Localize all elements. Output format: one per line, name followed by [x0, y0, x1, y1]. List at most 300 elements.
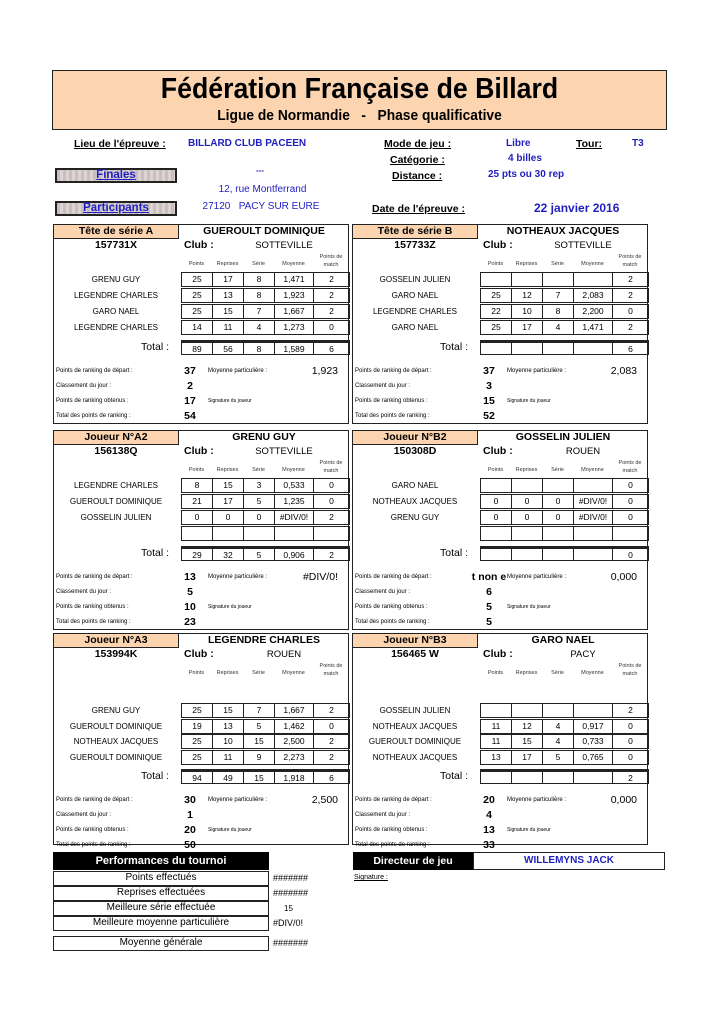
- panel-head: Tête de série B: [353, 225, 478, 239]
- total-points: 94: [181, 769, 213, 784]
- cell-points-match: 0: [612, 494, 649, 509]
- depart-label: Points de ranking de départ :: [355, 368, 432, 374]
- obtenus-label: Points de ranking obtenus :: [56, 604, 129, 610]
- cell-points-match: 2: [313, 703, 350, 718]
- cell-reprises: 12: [511, 719, 543, 734]
- col-header-moyenne: Moyenne: [282, 467, 305, 473]
- depart-value: 20: [483, 794, 495, 806]
- total-ranking-value: 50: [184, 839, 196, 851]
- classement-value: 5: [187, 586, 193, 598]
- opponent-name: GARO NAEL: [391, 481, 439, 490]
- categorie-label: Catégorie :: [390, 154, 445, 166]
- distance-label: Distance :: [392, 170, 443, 182]
- cell-points-match: 2: [313, 304, 350, 319]
- opponent-name: GUEROULT DOMINIQUE: [69, 752, 163, 762]
- opponent-name: GOSSELIN JULIEN: [80, 513, 152, 522]
- cell-reprises: [511, 526, 543, 541]
- col-header-moyenne: Moyenne: [282, 670, 305, 676]
- panel-head: Tête de série A: [54, 225, 179, 239]
- obtenus-value: 10: [184, 601, 196, 613]
- panel-head: Joueur N°A2: [54, 431, 179, 445]
- cell-points-match: [313, 526, 350, 541]
- player-club: PACY: [570, 649, 596, 660]
- classement-label: Classement du jour :: [355, 589, 411, 595]
- depart-value: 13: [184, 571, 196, 583]
- total-ranking-label: Total des points de ranking :: [355, 413, 430, 419]
- depart-label: Points de ranking de départ :: [56, 574, 133, 580]
- cell-serie: [542, 478, 574, 493]
- cell-serie: [243, 526, 275, 541]
- col-header-pm-line1: Points de: [618, 663, 642, 669]
- total-ranking-label: Total des points de ranking :: [56, 413, 131, 419]
- perf-row-reprises: Reprises effectuées: [53, 886, 269, 901]
- cell-reprises: [511, 478, 543, 493]
- cell-moyenne: 1,667: [274, 703, 314, 718]
- player-panel: [352, 224, 648, 424]
- finales-button[interactable]: Finales: [55, 168, 177, 183]
- cell-serie: 3: [243, 478, 275, 493]
- total-reprises: [511, 769, 543, 784]
- total-moyenne: 0,906: [274, 546, 314, 561]
- cell-reprises: 17: [511, 750, 543, 765]
- obtenus-label: Points de ranking obtenus :: [56, 827, 129, 833]
- player-licence: 150308D: [393, 445, 437, 457]
- cell-points-match: 0: [313, 719, 350, 734]
- total-serie: [542, 546, 574, 561]
- cell-points: 21: [181, 494, 213, 509]
- cell-reprises: 10: [212, 734, 244, 749]
- cell-moyenne: 1,667: [274, 304, 314, 319]
- total-ranking-label: Total des points de ranking :: [355, 619, 430, 625]
- cell-points: 11: [480, 719, 512, 734]
- total-reprises: [511, 340, 543, 355]
- cell-moyenne: 2,273: [274, 750, 314, 765]
- total-ranking-label: Total des points de ranking :: [355, 842, 430, 848]
- panel-head: Joueur N°A3: [54, 634, 179, 648]
- cell-serie: 8: [243, 288, 275, 303]
- cell-moyenne: 1,273: [274, 320, 314, 335]
- directeur-label: Directeur de jeu: [353, 852, 473, 870]
- col-header-points: Points: [487, 670, 504, 676]
- moyenne-part-value: 0,000: [610, 571, 637, 583]
- club-label: Club :: [184, 239, 214, 251]
- cell-points-match: 0: [313, 494, 350, 509]
- player-panel: [53, 224, 349, 424]
- cell-points: [480, 703, 512, 718]
- cell-reprises: 15: [212, 703, 244, 718]
- opponent-name: GRENU GUY: [91, 275, 141, 284]
- classement-value: 1: [187, 809, 193, 821]
- cell-points: [480, 526, 512, 541]
- opponent-name: LEGENDRE CHARLES: [73, 323, 159, 332]
- signature-joueur-label: Signature du joueur: [507, 827, 551, 833]
- col-header-pm-line2: match: [622, 671, 638, 677]
- cell-points-match: 2: [313, 288, 350, 303]
- player-club: ROUEN: [565, 446, 601, 457]
- moyenne-part-label: Moyenne particulière :: [208, 574, 268, 580]
- col-header-reprises: Reprises: [515, 261, 538, 267]
- col-header-serie: Série: [551, 670, 564, 676]
- total-ranking-value: 33: [483, 839, 495, 851]
- col-header-pm-line2: match: [323, 671, 339, 677]
- perf-row-serie: Meilleure série effectuée: [53, 901, 269, 916]
- total-points-match: 2: [313, 546, 350, 561]
- total-points-match: 6: [313, 769, 350, 784]
- performances-title: Performances du tournoi: [53, 852, 269, 870]
- cell-moyenne: [573, 526, 613, 541]
- classement-label: Classement du jour :: [56, 589, 112, 595]
- classement-label: Classement du jour :: [56, 383, 112, 389]
- total-ranking-label: Total des points de ranking :: [56, 842, 131, 848]
- opponent-name: LEGENDRE CHARLES: [73, 291, 159, 300]
- cell-points: 25: [181, 304, 213, 319]
- col-header-pm-line2: match: [622, 262, 638, 268]
- col-header-serie: Série: [252, 670, 265, 676]
- total-serie: [542, 340, 574, 355]
- total-serie: [542, 769, 574, 784]
- obtenus-label: Points de ranking obtenus :: [355, 827, 428, 833]
- total-ranking-label: Total des points de ranking :: [56, 619, 131, 625]
- total-serie: 8: [243, 340, 275, 355]
- cell-reprises: [511, 272, 543, 287]
- signature-joueur-label: Signature du joueur: [208, 827, 252, 833]
- perf-value-serie: 15: [284, 904, 293, 913]
- col-header-points-match: [612, 459, 648, 475]
- total-reprises: 56: [212, 340, 244, 355]
- cell-points-match: 2: [612, 320, 649, 335]
- obtenus-label: Points de ranking obtenus :: [355, 604, 428, 610]
- moyenne-part-value: 2,083: [610, 365, 637, 377]
- cell-points-match: [612, 526, 649, 541]
- page-subtitle: Ligue de Normandie - Phase qualificative: [217, 107, 502, 124]
- total-reprises: 32: [212, 546, 244, 561]
- cell-serie: 4: [542, 320, 574, 335]
- obtenus-value: 17: [184, 395, 196, 407]
- cell-serie: 9: [243, 750, 275, 765]
- signature-label: Signature :: [354, 874, 388, 881]
- club-label: Club :: [483, 239, 513, 251]
- cell-serie: [542, 272, 574, 287]
- total-points-match: 2: [612, 769, 649, 784]
- cell-moyenne: 0,733: [573, 734, 613, 749]
- col-header-moyenne: Moyenne: [581, 467, 604, 473]
- cell-points: 25: [480, 320, 512, 335]
- perf-value-moyenne-generale: #######: [273, 938, 309, 948]
- cell-points: 25: [181, 703, 213, 718]
- classement-label: Classement du jour :: [355, 812, 411, 818]
- player-licence: 157733Z: [394, 239, 436, 251]
- total-label: Total :: [439, 547, 468, 559]
- cell-points-match: 0: [313, 320, 350, 335]
- cell-points: 25: [181, 288, 213, 303]
- cell-reprises: 13: [212, 288, 244, 303]
- cell-reprises: 11: [212, 750, 244, 765]
- cell-reprises: 15: [511, 734, 543, 749]
- cell-moyenne: 0,533: [274, 478, 314, 493]
- opponent-name: GARO NAEL: [391, 291, 439, 300]
- cell-moyenne: 2,500: [274, 734, 314, 749]
- page-title: Fédération Française de Billard: [160, 73, 559, 105]
- cell-points-match: 0: [612, 478, 649, 493]
- col-header-pm-line1: Points de: [319, 663, 343, 669]
- opponent-name: NOTHEAUX JACQUES: [372, 752, 458, 762]
- cell-serie: 5: [243, 494, 275, 509]
- cell-points: 13: [480, 750, 512, 765]
- col-header-pm-line1: Points de: [319, 460, 343, 466]
- cell-points: [480, 478, 512, 493]
- col-header-moyenne: Moyenne: [581, 670, 604, 676]
- cell-serie: 4: [243, 320, 275, 335]
- mode-value: Libre: [506, 138, 531, 149]
- total-points: 29: [181, 546, 213, 561]
- total-ranking-value: 52: [483, 410, 495, 422]
- perf-row-points: Points effectués: [53, 871, 269, 886]
- cell-reprises: [212, 526, 244, 541]
- cell-serie: [542, 703, 574, 718]
- depart-label: Points de ranking de départ :: [56, 797, 133, 803]
- player-name: GUEROULT DOMINIQUE: [203, 225, 325, 237]
- player-panel: [352, 430, 648, 630]
- total-moyenne: 1,918: [274, 769, 314, 784]
- opponent-name: GRENU GUY: [390, 513, 440, 522]
- player-name: LEGENDRE CHARLES: [207, 634, 320, 646]
- opponent-name: LEGENDRE CHARLES: [73, 481, 159, 490]
- cell-points-match: 2: [612, 703, 649, 718]
- cell-points: 0: [480, 510, 512, 525]
- cell-serie: 4: [542, 734, 574, 749]
- player-licence: 156465 W: [391, 648, 439, 660]
- club-label: Club :: [483, 445, 513, 457]
- col-header-pm-line1: Points de: [319, 254, 343, 260]
- col-header-points: Points: [188, 467, 205, 473]
- depart-label: Points de ranking de départ :: [355, 574, 432, 580]
- player-panel: [53, 633, 349, 851]
- participants-button[interactable]: Participants: [55, 201, 177, 216]
- opponent-name: GRENU GUY: [91, 706, 141, 715]
- player-name: NOTHEAUX JACQUES: [506, 225, 620, 237]
- cell-moyenne: 2,200: [573, 304, 613, 319]
- cell-moyenne: [274, 526, 314, 541]
- date-label: Date de l'épreuve :: [372, 203, 465, 215]
- moyenne-part-value: #DIV/0!: [302, 571, 338, 583]
- cell-points: 0: [480, 494, 512, 509]
- cell-serie: 0: [542, 510, 574, 525]
- directeur-name: WILLEMYNS JACK: [473, 852, 665, 870]
- player-club: SOTTEVILLE: [554, 240, 612, 251]
- player-name: GOSSELIN JULIEN: [515, 431, 611, 443]
- cell-points-match: 2: [313, 510, 350, 525]
- cell-reprises: 15: [212, 304, 244, 319]
- col-header-reprises: Reprises: [216, 670, 239, 676]
- signature-joueur-label: Signature du joueur: [507, 398, 551, 404]
- total-reprises: 49: [212, 769, 244, 784]
- total-label: Total :: [140, 770, 169, 782]
- depart-label: Points de ranking de départ :: [56, 368, 133, 374]
- lieu-label: Lieu de l'épreuve :: [74, 138, 166, 150]
- opponent-name: GARO NAEL: [391, 323, 439, 332]
- col-header-pm-line2: match: [323, 262, 339, 268]
- col-header-pm-line2: match: [323, 468, 339, 474]
- cell-serie: 4: [542, 719, 574, 734]
- obtenus-label: Points de ranking obtenus :: [56, 398, 129, 404]
- total-moyenne: [573, 769, 613, 784]
- obtenus-value: 20: [184, 824, 196, 836]
- cell-points-match: 0: [612, 510, 649, 525]
- total-moyenne: 1,589: [274, 340, 314, 355]
- total-points-match: 6: [612, 340, 649, 355]
- cell-points: [181, 526, 213, 541]
- cell-moyenne: [573, 703, 613, 718]
- player-panel: [352, 633, 648, 851]
- total-ranking-value: 5: [486, 616, 492, 628]
- classement-value: 4: [486, 809, 492, 821]
- moyenne-part-label: Moyenne particulière :: [507, 368, 567, 374]
- cell-reprises: 15: [212, 478, 244, 493]
- signature-joueur-label: Signature du joueur: [208, 604, 252, 610]
- opponent-name: GUEROULT DOMINIQUE: [69, 497, 163, 506]
- cell-serie: 7: [243, 304, 275, 319]
- opponent-name: GUEROULT DOMINIQUE: [69, 721, 163, 731]
- address-line2: 27120 PACY SUR EURE: [202, 201, 320, 212]
- col-header-points: Points: [188, 261, 205, 267]
- col-header-points: Points: [188, 670, 205, 676]
- total-ranking-value: 54: [184, 410, 196, 422]
- depart-label: Points de ranking de départ :: [355, 797, 432, 803]
- total-points: [480, 546, 512, 561]
- total-serie: 15: [243, 769, 275, 784]
- total-label: Total :: [439, 770, 468, 782]
- cell-serie: 5: [243, 719, 275, 734]
- col-header-points-match: [612, 253, 648, 269]
- cell-reprises: [511, 703, 543, 718]
- cell-points-match: 0: [313, 478, 350, 493]
- obtenus-value: 15: [483, 395, 495, 407]
- cell-moyenne: [573, 478, 613, 493]
- moyenne-part-label: Moyenne particulière :: [507, 574, 567, 580]
- cell-moyenne: 1,235: [274, 494, 314, 509]
- player-panel: [53, 430, 349, 630]
- total-label: Total :: [439, 341, 468, 353]
- player-club: SOTTEVILLE: [255, 446, 313, 457]
- cell-moyenne: 2,083: [573, 288, 613, 303]
- total-ranking-value: 23: [184, 616, 196, 628]
- cell-serie: 8: [542, 304, 574, 319]
- col-header-reprises: Reprises: [216, 467, 239, 473]
- club-label: Club :: [483, 648, 513, 660]
- cell-points: 19: [181, 719, 213, 734]
- cell-points: 25: [181, 750, 213, 765]
- cell-serie: 7: [243, 703, 275, 718]
- cell-points: 14: [181, 320, 213, 335]
- cell-moyenne: 0,917: [573, 719, 613, 734]
- cell-serie: 5: [542, 750, 574, 765]
- col-header-serie: Série: [551, 467, 564, 473]
- cell-reprises: 0: [511, 494, 543, 509]
- mode-label: Mode de jeu :: [384, 138, 452, 150]
- cell-moyenne: #DIV/0!: [274, 510, 314, 525]
- total-reprises: [511, 546, 543, 561]
- cell-points-match: 0: [612, 304, 649, 319]
- total-points-match: 6: [313, 340, 350, 355]
- address-line0: ---: [256, 166, 264, 175]
- classement-value: 3: [486, 380, 492, 392]
- depart-value: t non e: [471, 571, 507, 583]
- player-licence: 153994K: [94, 648, 138, 660]
- opponent-name: NOTHEAUX JACQUES: [73, 737, 159, 746]
- cell-moyenne: 1,462: [274, 719, 314, 734]
- total-points: 89: [181, 340, 213, 355]
- cell-points-match: 0: [612, 719, 649, 734]
- cell-points-match: 2: [612, 288, 649, 303]
- cell-moyenne: 0,765: [573, 750, 613, 765]
- cell-reprises: 0: [511, 510, 543, 525]
- opponent-name: GARO NAEL: [92, 307, 140, 316]
- total-moyenne: [573, 546, 613, 561]
- player-name: GRENU GUY: [232, 431, 296, 443]
- col-header-reprises: Reprises: [216, 261, 239, 267]
- depart-value: 30: [184, 794, 196, 806]
- cell-points-match: 0: [612, 750, 649, 765]
- cell-reprises: 11: [212, 320, 244, 335]
- perf-value-points: #######: [273, 873, 309, 883]
- cell-serie: 0: [243, 510, 275, 525]
- opponent-name: GOSSELIN JULIEN: [379, 706, 451, 715]
- cell-reprises: 13: [212, 719, 244, 734]
- moyenne-part-label: Moyenne particulière :: [208, 797, 268, 803]
- cell-points-match: 2: [313, 750, 350, 765]
- total-serie: 5: [243, 546, 275, 561]
- distance-value: 25 pts ou 30 rep: [488, 169, 565, 180]
- col-header-points: Points: [487, 261, 504, 267]
- col-header-points-match: [313, 253, 349, 269]
- perf-value-reprises: #######: [273, 888, 309, 898]
- cell-serie: 7: [542, 288, 574, 303]
- moyenne-part-label: Moyenne particulière :: [507, 797, 567, 803]
- classement-value: 2: [187, 380, 193, 392]
- cell-points: 25: [181, 272, 213, 287]
- obtenus-label: Points de ranking obtenus :: [355, 398, 428, 404]
- cell-points: 25: [181, 734, 213, 749]
- col-header-reprises: Reprises: [515, 670, 538, 676]
- signature-joueur-label: Signature du joueur: [507, 604, 551, 610]
- opponent-name: LEGENDRE CHARLES: [372, 307, 458, 316]
- obtenus-value: 13: [483, 824, 495, 836]
- moyenne-part-value: 0,000: [610, 794, 637, 806]
- categorie-value: 4 billes: [508, 153, 542, 164]
- col-header-moyenne: Moyenne: [581, 261, 604, 267]
- cell-points: 25: [480, 288, 512, 303]
- col-header-pm-line1: Points de: [618, 460, 642, 466]
- perf-row-moyenne-generale: Moyenne générale: [53, 936, 269, 951]
- cell-points: [480, 272, 512, 287]
- cell-reprises: 17: [212, 272, 244, 287]
- opponent-name: GUEROULT DOMINIQUE: [368, 737, 462, 746]
- total-points: [480, 769, 512, 784]
- cell-points: 8: [181, 478, 213, 493]
- cell-points-match: 2: [313, 272, 350, 287]
- total-moyenne: [573, 340, 613, 355]
- tour-value: T3: [632, 138, 644, 149]
- cell-points-match: 2: [313, 734, 350, 749]
- opponent-name: NOTHEAUX JACQUES: [372, 721, 458, 731]
- date-value: 22 janvier 2016: [534, 201, 620, 215]
- moyenne-part-value: 2,500: [311, 794, 338, 806]
- header-banner: [52, 70, 667, 130]
- club-label: Club :: [184, 648, 214, 660]
- cell-serie: 15: [243, 734, 275, 749]
- total-label: Total :: [140, 341, 169, 353]
- cell-moyenne: #DIV/0!: [573, 510, 613, 525]
